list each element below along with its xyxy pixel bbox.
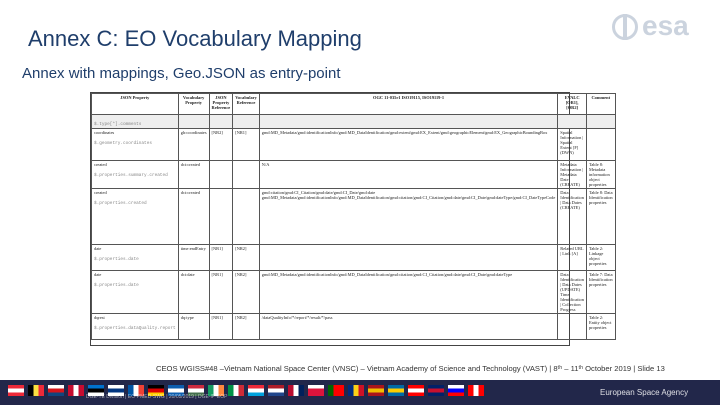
- table-cell: [233, 161, 260, 189]
- table-cell: dct:created: [178, 189, 209, 245]
- json-path: $.properties.created: [94, 201, 147, 206]
- table-cell: [558, 314, 587, 340]
- table-cell: [558, 115, 587, 129]
- esa-logo-mark: [612, 14, 638, 40]
- table-cell: Table 2: Entity object properties: [586, 314, 615, 340]
- column-header: OGC 11-035r1 ISO19115, ISO19119-1: [259, 94, 558, 115]
- table-cell: Table 2: Linkage object properties: [586, 245, 615, 271]
- table-row: [92, 314, 616, 340]
- table-row: [92, 115, 616, 129]
- flag-italy-icon: [228, 385, 244, 396]
- json-property-cell: [92, 271, 179, 314]
- table-cell: [586, 129, 615, 161]
- table-cell: [209, 161, 233, 189]
- table-cell: /dataQualityInfo/*/report/*/result/*/pass: [259, 314, 558, 340]
- table-cell: gmd:MD_Metadata/gmd:identificationInfo/gmd:MD_DataIdentification/gmd:citation/gmd:CI_Citation/gmd:date/gmd:CI_Date/gmd:dateType: [259, 271, 558, 314]
- flag-slovenia-icon: [448, 385, 464, 396]
- json-property: created: [94, 190, 107, 195]
- table-cell: dct:date: [178, 271, 209, 314]
- table-cell: Data Identification | Data Dates (CREATE): [558, 189, 587, 245]
- json-property-cell: [92, 161, 179, 189]
- table-cell: gh:coordinates: [178, 129, 209, 161]
- table-cell: Table 8: Metadata information object properties: [586, 161, 615, 189]
- flag-netherlands-icon: [268, 385, 284, 396]
- table-cell: Related URL | Link [A]: [558, 245, 587, 271]
- table-cell: [NR2]: [233, 245, 260, 271]
- json-property: date: [94, 272, 102, 277]
- json-property-cell: [92, 115, 179, 129]
- json-property: created: [94, 162, 107, 167]
- table-cell: [NR1]: [209, 314, 233, 340]
- slide-subtitle: Annex with mappings, Geo.JSON as entry-point: [22, 65, 341, 82]
- table-cell: dct:created: [178, 161, 209, 189]
- table-cell: [259, 115, 558, 129]
- footer-small-text: DGE-TE Division | EO-PMED-SWG | 20/05/2019 | DGE-IP-EOP: [86, 394, 228, 400]
- table-row: [92, 161, 616, 189]
- json-path: $.properties.summary.created: [94, 173, 168, 178]
- table-header-row: [92, 94, 616, 115]
- column-header: Vocabulary Reference: [233, 94, 260, 115]
- table-cell: [209, 115, 233, 129]
- flag-norway-icon: [288, 385, 304, 396]
- json-property-cell: [92, 129, 179, 161]
- table-cell: Table 7: Data Identification properties: [586, 271, 615, 314]
- table-cell: time:endEntry: [178, 245, 209, 271]
- table-row: [92, 129, 616, 161]
- table-cell: Spatial Information | Spatial Extent [F] (DWN): [558, 129, 587, 161]
- json-property-cell: [92, 189, 179, 245]
- flag-spain-icon: [368, 385, 384, 396]
- json-path: $.geometry.coordinates: [94, 141, 152, 146]
- table-row: [92, 271, 616, 314]
- table-cell: [NR2]: [233, 314, 260, 340]
- json-path: $.properties.date: [94, 283, 139, 288]
- table-cell: [178, 115, 209, 129]
- flag-austria-icon: [8, 385, 24, 396]
- flag-belgium-icon: [28, 385, 44, 396]
- json-path: $.properties.date: [94, 257, 139, 262]
- json-path: $.properties.dataQuality.report: [94, 326, 176, 331]
- column-header: JSON Property Reference: [209, 94, 233, 115]
- json-property: dqrest: [94, 315, 105, 320]
- member-state-flags: [8, 385, 484, 396]
- table-cell: [NR1]: [209, 271, 233, 314]
- table-cell: N/A: [259, 161, 558, 189]
- esa-logo-text: esa: [642, 10, 689, 41]
- json-property-cell: [92, 245, 179, 271]
- json-property: coordinates: [94, 130, 115, 135]
- table-row: [92, 245, 616, 271]
- table-cell: gmd:citation/gmd:CI_Citation/gmd:date/gmd:CI_Date/gmd:date gmd:MD_Metadata/gmd:identificationInfo/gmd:MD_DataIdentification/gmd:citation/gmd:CI_Citation/gmd:date/gmd:CI_Date/gmd:dateType/gmd:CI_DateTypeCode: [259, 189, 558, 245]
- column-header: EVALC [OR1], [OR2]: [558, 94, 587, 115]
- table-cell: dq:type: [178, 314, 209, 340]
- mapping-table: [90, 92, 613, 346]
- flag-luxembourg-icon: [248, 385, 264, 396]
- table-cell: Metadata Information | Metadata Date (CREATE): [558, 161, 587, 189]
- column-header: Comment: [586, 94, 615, 115]
- flag-switzerland-icon: [408, 385, 424, 396]
- table-cell: gmd:MD_Metadata/gmd:identificationInfo/gmd:MD_DataIdentification/gmd:extent/gmd:EX_Extent/gmd:geographicElement/gmd:EX_GeographicBoundingBox: [259, 129, 558, 161]
- column-header: JSON Property: [92, 94, 179, 115]
- flag-sweden-icon: [388, 385, 404, 396]
- flag-uk-icon: [428, 385, 444, 396]
- flag-poland-icon: [308, 385, 324, 396]
- flag-denmark-icon: [68, 385, 84, 396]
- json-path: $.type[*].comments: [94, 122, 142, 127]
- footer-text: CEOS WGISS#48 –Vietnam National Space Center (VNSC) – Vietnam Academy of Science and Technology (VAST) | 8ᵗʰ – 11ᵗʰ October 2019 | Slide 13: [156, 364, 665, 373]
- agency-name: European Space Agency: [600, 388, 689, 397]
- table-cell: [586, 115, 615, 129]
- table-cell: [NR1]: [209, 245, 233, 271]
- flag-portugal-icon: [328, 385, 344, 396]
- flag-czech-icon: [48, 385, 64, 396]
- table-cell: [233, 189, 260, 245]
- table-cell: Table 8: Data Identification properties: [586, 189, 615, 245]
- table-cell: [259, 245, 558, 271]
- json-property: date: [94, 246, 102, 251]
- table-cell: [NR1]: [233, 129, 260, 161]
- mapping-table-grid: [91, 93, 616, 340]
- table-cell: [233, 115, 260, 129]
- column-header: Vocabulary Property: [178, 94, 209, 115]
- table-cell: [209, 189, 233, 245]
- table-cell: [NR2]: [209, 129, 233, 161]
- table-cell: Data Identification | Data Dates (UPDATE) Time Identification | Collection Progress: [558, 271, 587, 314]
- json-property-cell: [92, 314, 179, 340]
- flag-canada-icon: [468, 385, 484, 396]
- slide-title: Annex C: EO Vocabulary Mapping: [28, 26, 362, 51]
- table-row: [92, 189, 616, 245]
- flag-romania-icon: [348, 385, 364, 396]
- table-cell: [NR2]: [233, 271, 260, 314]
